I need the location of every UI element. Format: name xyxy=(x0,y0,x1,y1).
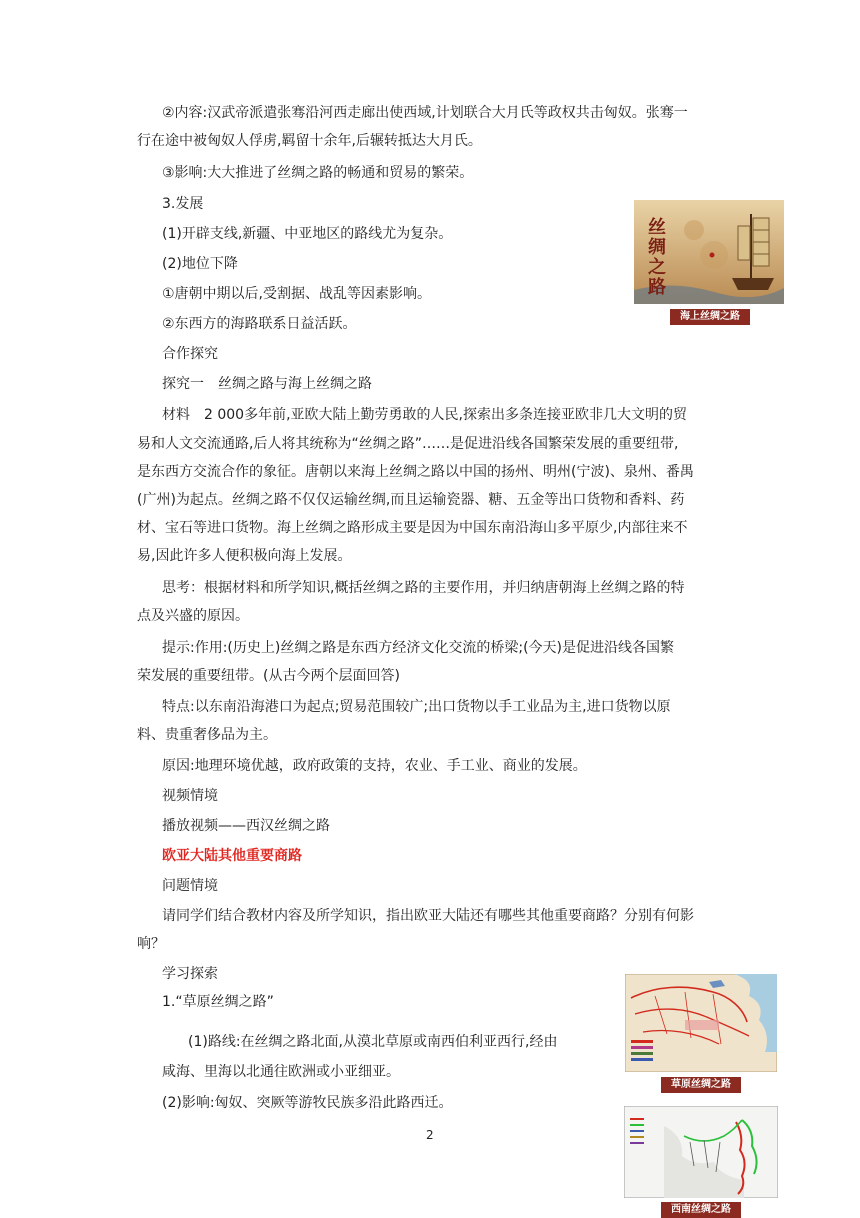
text-line: (1)路线:在丝绸之路北面,从漠北草原或南西伯利亚西行,经由 xyxy=(188,1034,558,1050)
text-line: 材料 2 000多年前,亚欧大陆上勤劳勇敢的人民,探索出多条连接亚欧非几大文明的贸 xyxy=(162,407,687,423)
text-line: 提示:作用:(历史上)丝绸之路是东西方经济文化交流的桥梁;(今天)是促进沿线各国繁 xyxy=(162,640,674,656)
sea-route-art-text: 丝绸之路 xyxy=(648,217,666,298)
text-line: 思考：根据材料和所学知识,概括丝绸之路的主要作用，并归纳唐朝海上丝绸之路的特 xyxy=(162,580,685,596)
text-line: 易和人文交流通路,后人将其统称为“丝绸之路”……是促进沿线各国繁荣发展的重要纽带, xyxy=(137,436,679,452)
section-heading: 合作探究 xyxy=(162,346,218,362)
page-number: 2 xyxy=(426,1128,434,1142)
text-line: 荣发展的重要纽带。(从古今两个层面回答) xyxy=(137,668,400,684)
sea-route-image xyxy=(634,200,784,304)
text-line: 请同学们结合教材内容及所学知识，指出欧亚大陆还有哪些其他重要商路？分别有何影 xyxy=(162,908,694,924)
section-heading: 视频情境 xyxy=(162,788,218,804)
text-line: ②东西方的海路联系日益活跃。 xyxy=(162,316,357,332)
text-line: ①唐朝中期以后,受割据、战乱等因素影响。 xyxy=(162,286,431,302)
text-line: (2)影响:匈奴、突厥等游牧民族多沿此路西迁。 xyxy=(162,1095,453,1111)
text-line: 易,因此许多人便积极向海上发展。 xyxy=(137,548,352,564)
section-heading: 问题情境 xyxy=(162,878,218,894)
text-line: 材、宝石等进口货物。海上丝绸之路形成主要是因为中国东南沿海山多平原少,内部往来不 xyxy=(137,520,688,536)
text-line: 1.“草原丝绸之路” xyxy=(162,994,274,1010)
text-line: 点及兴盛的原因。 xyxy=(137,608,249,624)
text-line: 特点:以东南沿海港口为起点;贸易范围较广;出口货物以手工业品为主,进口货物以原 xyxy=(162,699,671,715)
text-line: 行在途中被匈奴人俘虏,羁留十余年,后辗转抵达大月氏。 xyxy=(137,133,482,149)
text-line: (广州)为起点。丝绸之路不仅仅运输丝绸,而且运输瓷器、糖、五金等出口货物和香料、药 xyxy=(137,492,685,508)
red-section-title: 欧亚大陆其他重要商路 xyxy=(162,848,302,864)
section-heading: 学习探索 xyxy=(162,966,218,982)
southwest-route-map xyxy=(624,1106,778,1198)
southwest-route-caption: 西南丝绸之路 xyxy=(661,1202,741,1218)
section-heading: 探究一 丝绸之路与海上丝绸之路 xyxy=(162,376,372,392)
text-line: ③影响:大大推进了丝绸之路的畅通和贸易的繁荣。 xyxy=(162,165,474,181)
grassland-map-illustration xyxy=(625,974,777,1072)
text-line: (2)地位下降 xyxy=(162,256,238,272)
text-line: 咸海、里海以北通往欧洲或小亚细亚。 xyxy=(162,1064,400,1080)
text-line: 响？ xyxy=(137,936,165,952)
text-line: 是东西方交流合作的象征。唐朝以来海上丝绸之路以中国的扬州、明州(宁波)、泉州、番禺 xyxy=(137,464,694,480)
text-line: 料、贵重奢侈品为主。 xyxy=(137,727,277,743)
section-heading: 3.发展 xyxy=(162,196,204,212)
text-line: ②内容:汉武帝派遣张骞沿河西走廊出使西域,计划联合大月氏等政权共击匈奴。张骞一 xyxy=(162,105,688,121)
sea-route-caption: 海上丝绸之路 xyxy=(670,309,750,325)
text-line: 播放视频——西汉丝绸之路 xyxy=(162,818,330,834)
text-line: (1)开辟支线,新疆、中亚地区的路线尤为复杂。 xyxy=(162,226,453,242)
text-line: 原因:地理环境优越，政府政策的支持，农业、手工业、商业的发展。 xyxy=(162,758,587,774)
grassland-route-map xyxy=(625,974,777,1072)
grassland-route-caption: 草原丝绸之路 xyxy=(661,1077,741,1093)
southwest-map-illustration xyxy=(624,1106,778,1198)
